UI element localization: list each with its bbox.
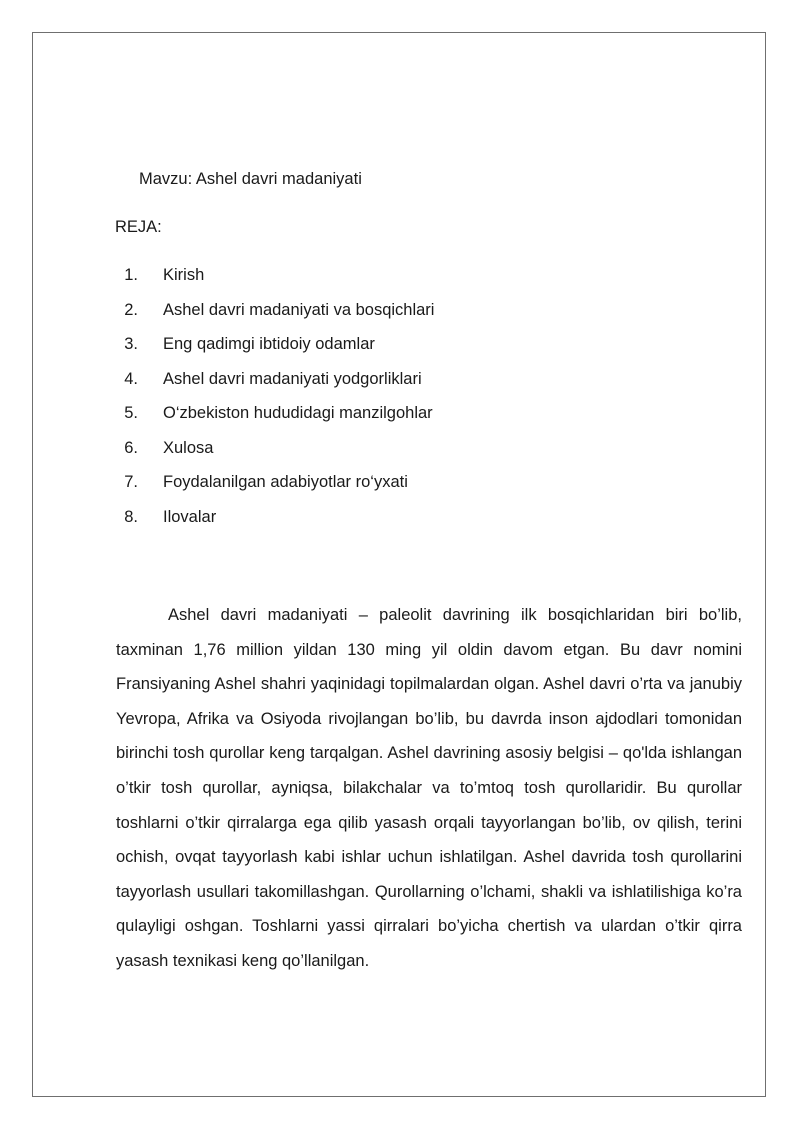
plan-item (115, 472, 408, 507)
plan-item (115, 507, 217, 542)
plan-item-text: Ashel davri madaniyati yodgorliklari (163, 369, 422, 388)
plan-item (115, 300, 435, 335)
plan-item-text: Kirish (163, 266, 205, 284)
plan-item-number: 3. (124, 335, 138, 353)
plan-item-text: Foydalanilgan adabiyotlar ro‘yxati (163, 473, 408, 491)
plan-item-text: Ilovalar (163, 507, 217, 526)
plan-item-number: 6. (124, 438, 138, 457)
plan-heading: REJA: (115, 218, 162, 236)
plan-item-number: 1. (124, 266, 138, 284)
plan-item (115, 265, 205, 300)
body-paragraph: Ashel davri madaniyati – paleolit davrining ilk bosqichlaridan biri bo’lib, taxminan 1,76 million yildan 130 ming yil oldin davom etgan. Bu davr nomini Fransiyaning Ashel shahri yaqinidagi topilmalardan olgan. Ashel davri o’rta va janubiy Yevropa, Afrika va Osiyoda rivojlangan bo’lib, bu davrda inson ajdodlari tomonidan birinchi tosh qurollar keng tarqalgan. Ashel davrining asosiy belgisi – qo'lda ishlangan o’tkir tosh qurollar, ayniqsa, bilakchalar va to’mtoq tosh qurollaridir. Bu qurollar toshlarni o’tkir qirralarga ega qilib yasash orqali tayyorlangan bo’lib, ov qilish, terini ochish, ovqat tayyorlash kabi ishlar uchun ishlatilgan. Ashel davrida tosh qurollarini tayyorlash usullari takomillashgan. Qurollarning o’lchami, shakli va ishlatilishiga ko’ra qulayligi oshgan. Toshlarni yassi qirralari bo’yicha chertish va ulardan o’tkir qirra yasash texnikasi keng qo’llanilgan. (116, 606, 742, 970)
plan-list (115, 265, 435, 541)
plan-item-number: 4. (124, 369, 138, 388)
plan-item-number: 5. (124, 404, 138, 422)
plan-item-text: O‘zbekiston hududidagi manzilgohlar (163, 404, 433, 422)
plan-item (115, 369, 422, 404)
plan-item (115, 403, 433, 438)
plan-item-text: Xulosa (163, 438, 214, 457)
plan-item (115, 438, 214, 473)
document-title: Mavzu: Ashel davri madaniyati (139, 170, 362, 188)
plan-item-number: 7. (124, 473, 138, 491)
plan-item-text: Ashel davri madaniyati va bosqichlari (163, 300, 435, 319)
plan-item (115, 334, 375, 369)
plan-item-text: Eng qadimgi ibtidoiy odamlar (163, 335, 375, 353)
plan-item-number: 2. (124, 300, 138, 319)
plan-item-number: 8. (124, 507, 138, 526)
